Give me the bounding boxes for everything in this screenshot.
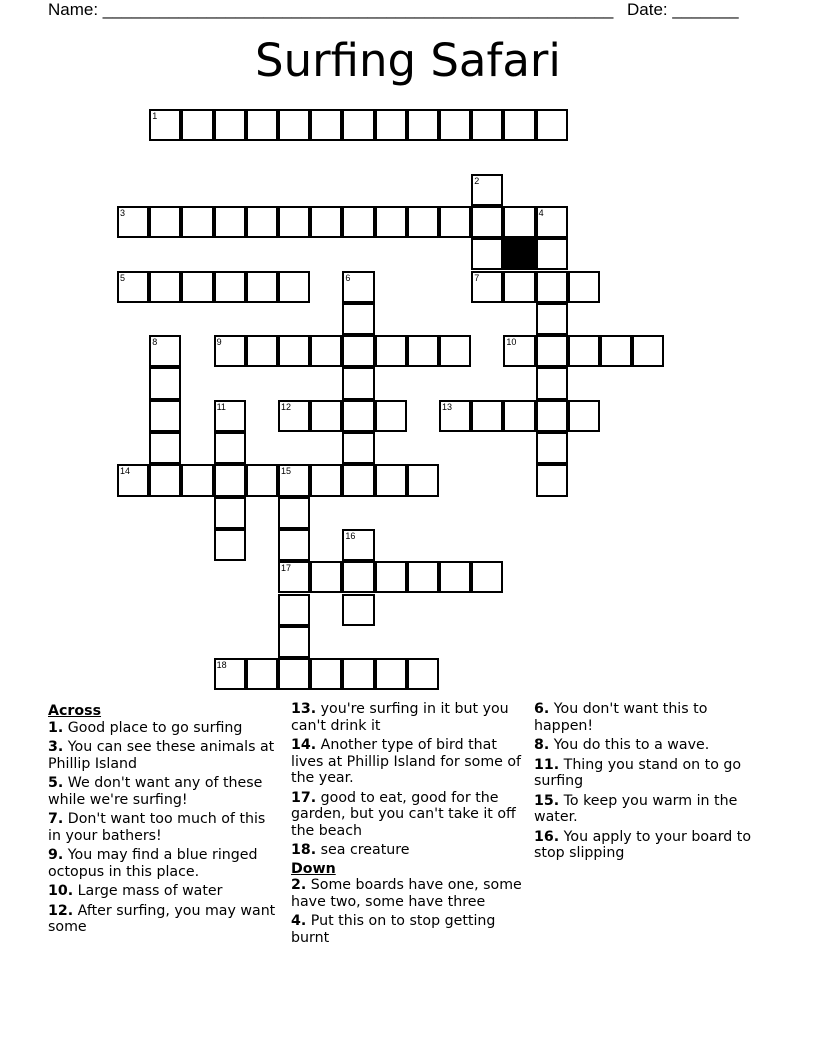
clue-number: 7: [474, 272, 480, 283]
grid-cell[interactable]: [471, 238, 503, 270]
grid-cell[interactable]: [568, 271, 600, 303]
grid-cell[interactable]: [246, 271, 278, 303]
clues: [48, 701, 768, 961]
page-title: Surfing Safari: [255, 34, 561, 87]
grid-cell[interactable]: [342, 109, 374, 141]
clue-text: You apply to your board to stop slipping: [534, 828, 752, 861]
grid-cell[interactable]: [149, 206, 181, 238]
grid-cell[interactable]: [536, 335, 568, 367]
grid-cell[interactable]: [278, 529, 310, 561]
grid-cell[interactable]: [149, 367, 181, 399]
clue-number: 16: [345, 530, 356, 541]
clue-number: 15.: [534, 792, 560, 809]
black-cell: [503, 238, 535, 270]
grid-cell[interactable]: [536, 464, 568, 496]
down-clue: [291, 877, 525, 910]
grid-cell[interactable]: [503, 206, 535, 238]
grid-cell[interactable]: [439, 561, 471, 593]
grid-cell[interactable]: [342, 206, 374, 238]
clue-text: You do this to a wave.: [549, 737, 710, 753]
clue-number: 6: [345, 272, 351, 283]
grid-cell[interactable]: [536, 238, 568, 270]
clue-number: 11: [216, 401, 226, 412]
grid-cell[interactable]: [375, 206, 407, 238]
grid-cell[interactable]: [375, 400, 407, 432]
clue-number: 8.: [534, 737, 550, 753]
grid-cell[interactable]: [149, 335, 181, 367]
clue-text: Another type of bird that lives at Phillip Island for some of the year.: [291, 737, 522, 786]
grid-cell[interactable]: [278, 206, 310, 238]
grid-cell[interactable]: [214, 432, 246, 464]
grid-cell[interactable]: [149, 432, 181, 464]
grid-cell[interactable]: [536, 367, 568, 399]
grid-cell[interactable]: [214, 400, 246, 432]
clue-text: After surfing, you may want some: [48, 902, 276, 935]
across-clue: [48, 883, 282, 900]
clue-number: 3: [120, 207, 126, 218]
clue-number: 18: [216, 660, 227, 671]
grid-cell[interactable]: [278, 658, 310, 690]
grid-cell[interactable]: [503, 109, 535, 141]
grid-cell[interactable]: [214, 206, 246, 238]
grid-cell[interactable]: [503, 271, 535, 303]
grid-cell[interactable]: [536, 206, 568, 238]
grid-cell[interactable]: [117, 206, 149, 238]
grid-cell[interactable]: [536, 432, 568, 464]
clue-text: Put this on to stop getting burnt: [291, 913, 496, 946]
grid-cell[interactable]: [375, 464, 407, 496]
clue-text: We don't want any of these while we're surfing!: [48, 775, 263, 808]
grid-cell[interactable]: [342, 271, 374, 303]
grid-cell[interactable]: [149, 400, 181, 432]
grid-cell[interactable]: [342, 561, 374, 593]
grid-cell[interactable]: [342, 529, 374, 561]
grid-cell[interactable]: [503, 400, 535, 432]
grid-cell[interactable]: [310, 400, 342, 432]
grid-cell[interactable]: [375, 561, 407, 593]
grid-cell[interactable]: [310, 658, 342, 690]
clue-number: 10.: [48, 883, 74, 899]
grid-cell[interactable]: [246, 335, 278, 367]
clue-number: 4.: [291, 913, 307, 929]
grid-cell[interactable]: [342, 303, 374, 335]
grid-cell[interactable]: [181, 206, 213, 238]
grid-cell[interactable]: [181, 464, 213, 496]
clue-number: 14.: [291, 737, 317, 753]
clue-number: 5.: [48, 775, 64, 791]
grid-cell[interactable]: [471, 271, 503, 303]
grid-cell[interactable]: [246, 464, 278, 496]
grid-cell[interactable]: [439, 206, 471, 238]
clue-number: 12: [281, 401, 292, 412]
grid-cell[interactable]: [439, 109, 471, 141]
grid-cell[interactable]: [471, 400, 503, 432]
grid-cell[interactable]: [246, 206, 278, 238]
clue-number: 6.: [534, 701, 550, 717]
clue-number: 4: [538, 207, 544, 218]
grid-cell[interactable]: [310, 464, 342, 496]
clue-number: 11.: [534, 756, 560, 773]
grid-cell[interactable]: [278, 400, 310, 432]
grid-cell[interactable]: [310, 109, 342, 141]
grid-cell[interactable]: [214, 529, 246, 561]
across-heading: Across: [48, 703, 102, 719]
grid-cell[interactable]: [471, 174, 503, 206]
grid-cell[interactable]: [310, 206, 342, 238]
clue-number: 2: [474, 175, 480, 186]
grid-cell[interactable]: [181, 109, 213, 141]
grid-cell[interactable]: [536, 109, 568, 141]
grid-cell[interactable]: [278, 626, 310, 658]
across-clue: [48, 847, 282, 880]
clue-number: 3.: [48, 739, 64, 755]
clue-number: 5: [120, 272, 126, 283]
grid-cell[interactable]: [278, 109, 310, 141]
grid-cell[interactable]: [471, 206, 503, 238]
grid-cell[interactable]: [407, 561, 439, 593]
down-clue: [534, 701, 768, 734]
clue-text: Large mass of water: [73, 883, 223, 899]
clue-number: 7.: [48, 811, 64, 827]
clue-number: 1: [152, 111, 158, 121]
grid-cell[interactable]: [117, 271, 149, 303]
grid-cell[interactable]: [181, 271, 213, 303]
grid-cell[interactable]: [407, 658, 439, 690]
clue-text: sea creature: [316, 842, 410, 858]
clue-text: You don't want this to happen!: [534, 701, 708, 734]
grid-cell[interactable]: [342, 400, 374, 432]
grid-cell[interactable]: [439, 335, 471, 367]
grid-cell[interactable]: [536, 303, 568, 335]
grid-cell[interactable]: [439, 400, 471, 432]
clue-text: good to eat, good for the garden, but you can't take it off the beach: [291, 789, 516, 839]
across-clue: [48, 811, 282, 844]
down-heading: Down: [291, 860, 336, 877]
clue-number: 9.: [48, 847, 64, 863]
clue-number: 18.: [291, 842, 317, 858]
clue-number: 13: [442, 401, 453, 412]
grid-cell[interactable]: [278, 497, 310, 529]
grid-cell[interactable]: [568, 335, 600, 367]
grid-cell[interactable]: [342, 658, 374, 690]
grid-cell[interactable]: [278, 464, 310, 496]
clue-number: 2.: [291, 877, 307, 893]
grid-cell[interactable]: [214, 335, 246, 367]
clue-number: 14: [120, 466, 131, 477]
grid-cell[interactable]: [375, 658, 407, 690]
grid-cell[interactable]: [149, 271, 181, 303]
grid-cell[interactable]: [375, 109, 407, 141]
grid-cell[interactable]: [632, 335, 664, 367]
clue-text: To keep you warm in the water.: [534, 792, 738, 825]
grid-cell[interactable]: [503, 335, 535, 367]
grid-cell[interactable]: [568, 400, 600, 432]
grid-cell[interactable]: [536, 271, 568, 303]
grid-cell[interactable]: [407, 109, 439, 141]
grid-cell[interactable]: [375, 335, 407, 367]
grid-cell[interactable]: [342, 594, 374, 626]
down-clue: [534, 793, 768, 826]
clue-text: Good place to go surfing: [63, 719, 243, 736]
clue-number: 17: [281, 563, 292, 574]
across-clue: [291, 701, 525, 734]
grid-cell[interactable]: [342, 432, 374, 464]
grid-cell[interactable]: [471, 561, 503, 593]
clue-number: 9: [216, 337, 222, 348]
across-clue: [48, 903, 282, 936]
clue-number: 17.: [291, 789, 317, 806]
across-clue: [291, 737, 525, 787]
down-clue: [291, 913, 525, 946]
grid-cell[interactable]: [407, 206, 439, 238]
grid-cell[interactable]: [342, 464, 374, 496]
grid-cell[interactable]: [214, 109, 246, 141]
grid-cell[interactable]: [149, 109, 181, 141]
clue-number: 16.: [534, 828, 560, 845]
grid-cell[interactable]: [214, 497, 246, 529]
grid-cell[interactable]: [342, 335, 374, 367]
grid-cell[interactable]: [342, 367, 374, 399]
grid-cell[interactable]: [246, 109, 278, 141]
across-clue: [48, 720, 282, 737]
clue-number: 15: [281, 466, 292, 477]
across-clue: [291, 842, 525, 859]
clue-text: Thing you stand on to go surfing: [534, 756, 742, 789]
clue-text: you're surfing in it but you can't drink it: [291, 701, 509, 734]
grid-cell[interactable]: [407, 464, 439, 496]
across-clue: [48, 739, 282, 772]
across-clue: [291, 790, 525, 840]
grid-cell[interactable]: [149, 464, 181, 496]
down-clue: [534, 757, 768, 790]
grid-cell[interactable]: [278, 335, 310, 367]
grid-cell[interactable]: [407, 335, 439, 367]
down-clue: [534, 737, 768, 754]
clue-number: 10: [506, 337, 517, 348]
grid-cell[interactable]: [214, 271, 246, 303]
date-field: Date: _______: [627, 0, 739, 19]
clue-text: You may find a blue ringed octopus in this place.: [48, 847, 258, 880]
clue-text: Don't want too much of this in your bathers!: [48, 811, 266, 844]
clue-text: You can see these animals at Phillip Island: [48, 739, 275, 772]
grid-cell[interactable]: [117, 464, 149, 496]
clue-number: 13.: [291, 701, 317, 717]
down-clue: [534, 829, 768, 862]
grid-cell[interactable]: [278, 271, 310, 303]
grid-cell[interactable]: [310, 561, 342, 593]
grid-cell[interactable]: [536, 400, 568, 432]
grid-cell[interactable]: [471, 109, 503, 141]
grid-cell[interactable]: [600, 335, 632, 367]
clue-text: Some boards have one, some have two, some have three: [291, 877, 522, 910]
grid-cell[interactable]: [278, 561, 310, 593]
grid-cell[interactable]: [278, 594, 310, 626]
grid-cell[interactable]: [246, 658, 278, 690]
grid-cell[interactable]: [310, 335, 342, 367]
grid-cell[interactable]: [214, 658, 246, 690]
name-field: Name: ______________________________________________________: [48, 0, 614, 19]
clue-number: 1.: [48, 719, 64, 736]
across-clue: [48, 775, 282, 808]
clue-number: 8: [152, 337, 158, 348]
grid-cell[interactable]: [214, 464, 246, 496]
clue-number: 12.: [48, 902, 74, 919]
